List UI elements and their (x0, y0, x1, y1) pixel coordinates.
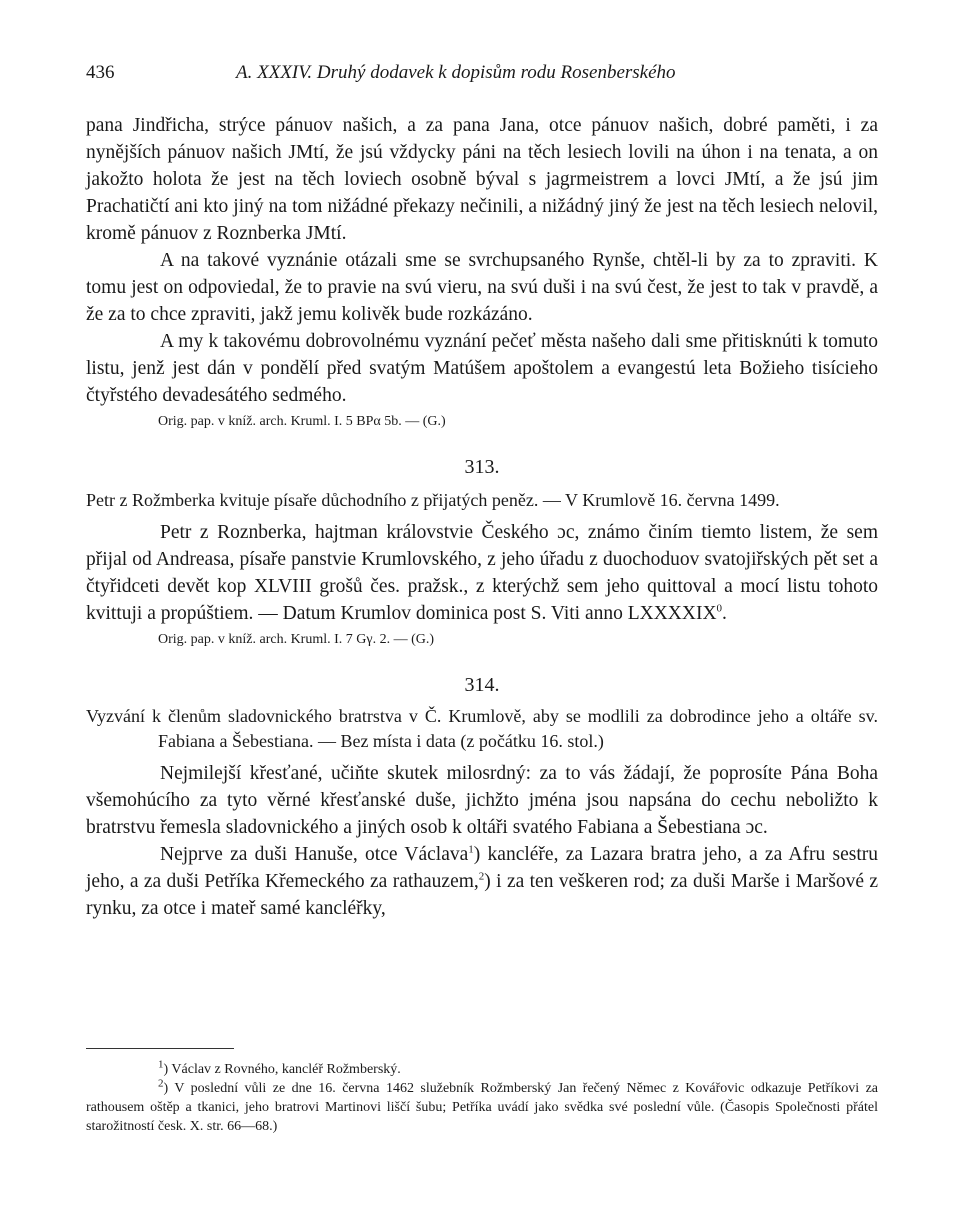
continuation-paragraph-2: A na takové vyznánie otázali sme se svrchupsaného Rynše, chtěl-li by za to zpraviti. K tomu jest on odpoviedal, že to pravie na svú vieru, na svú duši i na svú čest, že jest to tak v pravdě, a že za to chce zpraviti, jakž jemu kolivěk bude rozkázáno. (86, 250, 878, 325)
regest-313: Petr z Rožmberka kvituje písaře důchodního z přijatých peněz. — V Krumlově 16. června 1499. (86, 490, 780, 510)
footnote-divider (86, 1048, 234, 1049)
footnotes (86, 1060, 878, 1136)
page-number: 436 (86, 62, 115, 83)
footnote-2-text: ) V poslední vůli ze dne 16. června 1462 služebník Rožmberský Jan řečený Němec z Kovářovic odkazuje Petříkovi za rathousem oštěp a tkanici, jeho bratrovi Martinovi liščí šubu; Petříka uvádí jako svědka své poslední vůle. (Časopis Společnosti přátel starožitností česk. X. str. 66—68.) (86, 1081, 878, 1134)
continuation-paragraph-1: pana Jindřicha, strýce pánuov našich, a za pana Jana, otce pánuov našich, dobré paměti, i za nynějších pánuov našich JMtí, že jsú vždycky páni na těch lesiech lovili na úhon i na tenata, a on jakožto holota že jest na těch loviech osobně býval s jagrmeistrem a lovci JMtí, a že jsú jim Prachatičtí ani kto jiný na tom nižádné překazy nečinili, a nižádný jiný že jest na těch lesiech nelovil, kromě pánuov z Roznberka JMtí. (86, 115, 878, 244)
superscript-zero: 0 (716, 602, 723, 615)
running-title: A. XXXIV. Druhý dodavek k dopisům rodu Rosenberského (236, 62, 676, 83)
paragraph-2-part-c: ) i za ten veškeren rod; za duši Marše i Maršové z rynku, za otce i mateř samé kancléřky, (86, 871, 879, 919)
footnote-mark-2: 2 (158, 1077, 164, 1090)
footnote-1 (86, 1060, 878, 1079)
footnote-mark-1: 1 (158, 1058, 164, 1071)
continuation-paragraph-3: A my k takovému dobrovolnému vyznání pečeť města našeho dali sme přitisknúti k tomuto listu, jenž jest dán v pondělí před svatým Matúšem apoštolem a evangestú leta Božieho tisícieho čtyřstého devadesátého sedmého. (86, 331, 878, 406)
document-text-313-end: . (722, 603, 727, 624)
regest-314: Vyzvání k členům sladovnického bratrstva v Č. Krumlově, aby se modlili za dobrodince jeho a oltáře sv. Fabiana a Šebestiana. — Bez místa i data (z počátku 16. stol.) (86, 706, 878, 751)
footnote-2 (86, 1079, 878, 1136)
footnote-1-text: ) Václav z Rovného, kancléř Rožmberský. (163, 1062, 401, 1077)
page-body (86, 112, 878, 922)
document-number-314: 314. (464, 674, 500, 696)
paragraph-2-part-b: ) kancléře, za Lazara bratra jeho, a za Afru sestru jeho, a za duši Petříka Křemeckého za rathauzem, (86, 844, 878, 892)
document-number-313: 313. (464, 456, 500, 478)
document-text-313 (86, 519, 878, 627)
paragraph-2-part-a: Nejprve za duši Hanuše, otce Václava (160, 844, 469, 865)
document-text-314-paragraph-1: Nejmilejší křesťané, učiňte skutek milosrdný: za to vás žádají, že poprosíte Pána Boha všemohúcího za tyto věrné křesťanské duše, jichžto jména jsou napsána do cechu neboližto k bratrstvu řemesla sladovnického a jiných osob k oltáři svatého Fabiana a Šebestiana ɔc. (86, 763, 878, 838)
source-note-313: Orig. pap. v kníž. arch. Kruml. I. 7 Gγ. 2. — (G.) (158, 632, 435, 647)
document-text-313-main: Petr z Roznberka, hajtman královstvie Českého ɔc, známo činím tiemto listem, že sem přijal od Andreasa, písaře panstvie Krumlovského, z jeho úřadu z duochoduov svatojiřských pět set a čtyřidceti devět kop XLVIII grošů čes. pražsk., z kterýchž sem jeho quittoval a mocí listu tohoto kvittuji a propúštiem. — Datum Krumlov dominica post S. Viti anno LXXXXIX (86, 522, 878, 624)
source-note-312: Orig. pap. v kníž. arch. Kruml. I. 5 BPα 5b. — (G.) (158, 414, 446, 429)
footnote-ref-1: 1 (468, 843, 474, 856)
footnote-ref-2: 2 (478, 870, 485, 883)
page-header (86, 62, 878, 90)
document-text-314-paragraph-2 (86, 841, 878, 922)
